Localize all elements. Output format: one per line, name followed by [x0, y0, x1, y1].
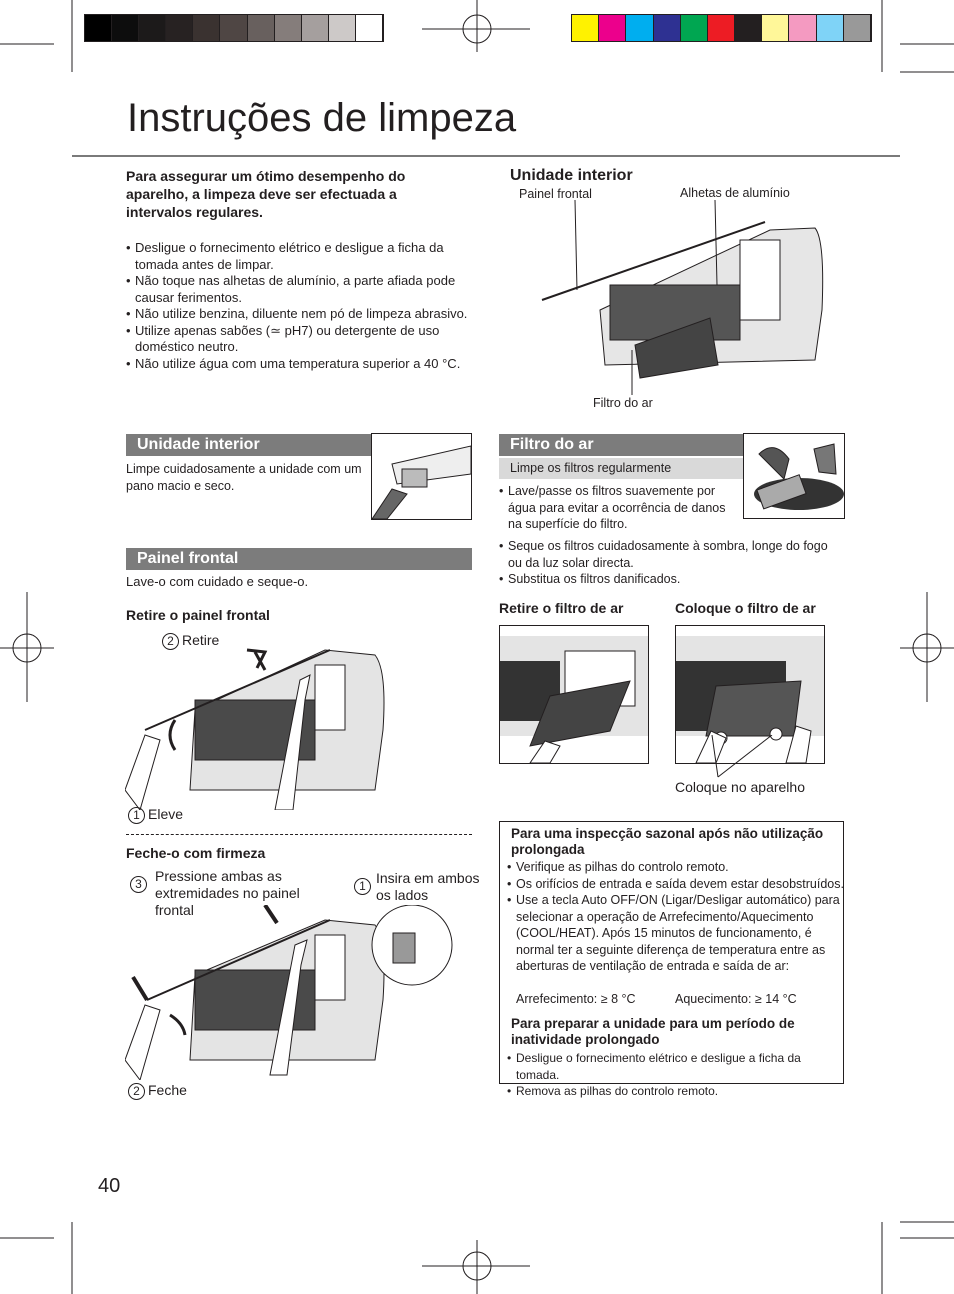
remove-panel-illustration — [125, 640, 390, 810]
remove-panel-title: Retire o painel frontal — [126, 607, 270, 623]
close-panel-title: Feche-o com firmeza — [126, 845, 266, 861]
color-swatch — [789, 15, 816, 41]
step-number: 1 — [354, 878, 371, 895]
color-swatch — [817, 15, 844, 41]
air-filter-bullet1 — [499, 483, 739, 533]
indoor-unit-text: Limpe cuidadosamente a unidade com um pano macio e seco. — [126, 462, 362, 493]
filter-label: Filtro do ar — [593, 396, 653, 410]
gray-swatch — [85, 15, 112, 41]
intro-bullet: • Não utilize benzina, diluente nem pó de limpeza abrasivo. — [126, 306, 471, 323]
gray-swatch — [275, 15, 302, 41]
indoor-unit-illustration — [540, 200, 830, 395]
idle-bullet: • Remova as pilhas do controlo remoto. — [507, 1083, 842, 1100]
temp-cooling: Arrefecimento: ≥ 8 °C — [516, 992, 636, 1006]
color-swatch — [572, 15, 599, 41]
intro-bullets — [126, 240, 471, 372]
fins-label: Alhetas de alumínio — [680, 186, 790, 200]
temp-heating: Aquecimento: ≥ 14 °C — [675, 992, 797, 1006]
gray-swatch — [112, 15, 139, 41]
step-number: 2 — [162, 633, 179, 650]
gray-swatch — [139, 15, 166, 41]
gray-swatch — [193, 15, 220, 41]
intro-bullet: • Utilize apenas sabões (≃ pH7) ou detergente de uso doméstico neutro. — [126, 323, 471, 356]
color-swatch — [599, 15, 626, 41]
front-panel-text: Lave-o com cuidado e seque-o. — [126, 574, 309, 589]
air-filter-bullet: • Seque os filtros cuidadosamente à sombra, longe do fogo ou da luz solar directa. — [499, 538, 844, 571]
air-filter-subheader: Limpe os filtros regularmente — [499, 458, 744, 479]
gray-swatch — [220, 15, 247, 41]
intro-bullet: • Desligue o fornecimento elétrico e desligue a ficha da tomada antes de limpar. — [126, 240, 471, 273]
color-calibration-bar — [571, 14, 872, 42]
gray-swatch — [356, 15, 383, 41]
color-swatch — [735, 15, 762, 41]
color-swatch — [654, 15, 681, 41]
idle-bullets — [507, 1050, 842, 1100]
step-close — [128, 1082, 187, 1100]
step-label: Retire — [182, 632, 220, 648]
diagram-title: Unidade interior — [510, 167, 633, 184]
color-swatch — [681, 15, 708, 41]
seasonal-bullets — [507, 859, 852, 975]
step-label: Pressione ambas as extremidades no painel frontal — [155, 868, 300, 918]
front-panel-label: Painel frontal — [519, 187, 592, 201]
air-filter-bullet: • Lave/passe os filtros suavemente por água para evitar a ocorrência de danos na superfície do filtro. — [499, 483, 739, 533]
wipe-unit-illustration — [371, 433, 472, 520]
step-number: 2 — [128, 1083, 145, 1100]
intro-bullet: • Não toque nas alhetas de alumínio, a parte afiada pode causar ferimentos. — [126, 273, 471, 306]
gray-swatch — [302, 15, 329, 41]
seasonal-title: Para uma inspecção sazonal após não utilização prolongada — [511, 826, 824, 857]
intro-bullet: • Não utilize água com uma temperatura superior a 40 °C. — [126, 356, 471, 373]
color-swatch — [708, 15, 735, 41]
intro-heading: Para assegurar um ótimo desempenho do aparelho, a limpeza deve ser efectuada a intervalos regulares. — [126, 168, 406, 220]
color-swatch — [762, 15, 789, 41]
idle-title: Para preparar a unidade para um período de inatividade prolongado — [511, 1016, 795, 1047]
title-rule — [72, 155, 900, 157]
gray-swatch — [329, 15, 356, 41]
insert-pointer-lines — [700, 735, 790, 780]
step-lift — [128, 806, 183, 824]
section-header-air-filter: Filtro do ar — [499, 434, 744, 456]
idle-bullet: • Desligue o fornecimento elétrico e desligue a ficha da tomada. — [507, 1050, 842, 1083]
gray-swatch — [166, 15, 193, 41]
step-label: Insira em ambos os lados — [376, 870, 480, 903]
step-label: Eleve — [148, 806, 184, 822]
gray-swatch — [248, 15, 275, 41]
step-insert — [354, 870, 489, 904]
step-number: 3 — [130, 876, 147, 893]
section-header-front-panel: Painel frontal — [126, 548, 472, 570]
insert-caption: Coloque no aparelho — [675, 779, 805, 795]
insert-filter-title: Coloque o filtro de ar — [675, 600, 816, 616]
air-filter-bullet: • Substitua os filtros danificados. — [499, 571, 844, 588]
remove-filter-title: Retire o filtro de ar — [499, 600, 624, 616]
remove-filter-illustration — [499, 625, 649, 764]
gray-calibration-bar — [84, 14, 384, 42]
seasonal-bullet: • Os orifícios de entrada e saída devem estar desobstruídos. — [507, 876, 852, 893]
color-swatch — [626, 15, 653, 41]
seasonal-bullet: • Verifique as pilhas do controlo remoto. — [507, 859, 852, 876]
wash-filter-illustration — [743, 433, 845, 519]
air-filter-bullets — [499, 538, 844, 588]
close-panel-illustration — [125, 905, 460, 1080]
step-number: 1 — [128, 807, 145, 824]
step-label: Feche — [148, 1082, 187, 1098]
page-number: 40 — [98, 1175, 121, 1197]
dashed-divider — [126, 834, 472, 835]
seasonal-bullet: • Use a tecla Auto OFF/ON (Ligar/Desligar automático) para selecionar a operação de Arrefecimento/Aquecimento (COOL/HEAT). Após 15 minutos de funcionamento, é normal ter a seguinte diferença de temperatura entre as aberturas de ventilação de entrada e saída de ar: — [507, 892, 852, 975]
seasonal-inspection-box — [499, 821, 844, 1098]
page-title: Instruções de limpeza — [127, 96, 517, 140]
section-header-indoor-unit: Unidade interior — [126, 434, 372, 456]
color-swatch — [844, 15, 871, 41]
